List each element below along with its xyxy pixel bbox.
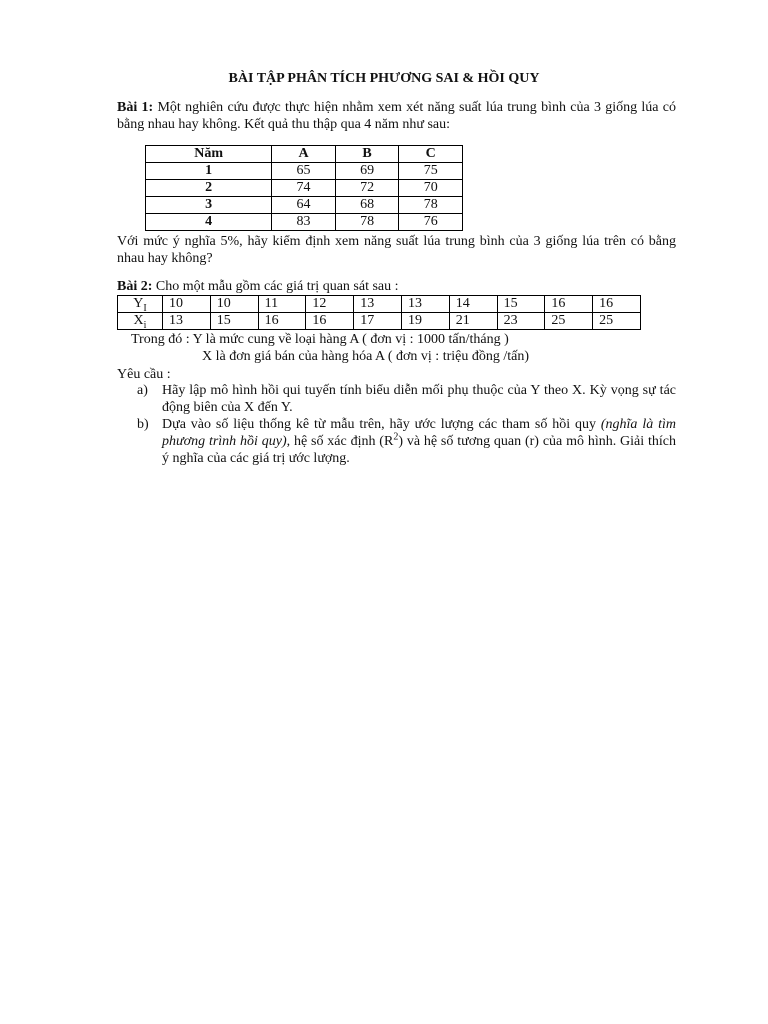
header-c: C [399,146,463,163]
table-cell: 17 [354,313,402,330]
table-cell: 2 [146,180,272,197]
table-cell: 25 [545,313,593,330]
table-cell: 13 [401,296,449,313]
bai1-intro [117,99,676,133]
table-cell: 19 [401,313,449,330]
table-cell: 15 [210,313,258,330]
table-cell: 15 [497,296,545,313]
row-label-y: $Y_I$ [118,296,163,313]
table-cell: 68 [335,197,399,214]
table-cell: 70 [399,180,463,197]
table-row [146,163,463,180]
table-cell: 69 [335,163,399,180]
table-header-row [146,146,463,163]
table-row-y [118,296,641,313]
header-b: B [335,146,399,163]
bai1-label: Bài 1: [117,100,154,115]
header-nam: Năm [146,146,272,163]
table-row [146,197,463,214]
table-cell: 16 [545,296,593,313]
row-label-x: $X_i$ [118,313,163,330]
table-cell: 14 [449,296,497,313]
bai1-table [145,145,463,231]
table-cell: 13 [163,313,211,330]
table-cell: 16 [306,313,354,330]
table-cell: 23 [497,313,545,330]
table-row [146,180,463,197]
bai2-text: Cho một mẫu gồm các giá trị quan sát sau : [152,279,399,294]
table-cell: 3 [146,197,272,214]
bai1-text: Một nghiên cứu được thực hiện nhằm xem xét năng suất lúa trung bình của 3 giống lúa có bằng nhau hay không. Kết quả thu thập qua 4 năm như sau: [117,100,676,132]
page-title: BÀI TẬP PHÂN TÍCH PHƯƠNG SAI & HỒI QUY [228,71,540,86]
note-y: Trong đó : Y là mức cung về loại hàng A ( đơn vị : 1000 tấn/tháng ) [131,332,509,347]
requirement-a-label: a) [137,383,148,398]
table-cell: 74 [272,180,336,197]
table-row-x [118,313,641,330]
table-cell: 78 [399,197,463,214]
table-cell: 75 [399,163,463,180]
table-cell: 83 [272,214,336,231]
bai2-intro [117,278,676,295]
table-row [146,214,463,231]
bai2-label: Bài 2: [117,279,153,294]
table-cell: 16 [593,296,641,313]
table-cell: 16 [258,313,306,330]
header-a: A [272,146,336,163]
table-cell: 78 [335,214,399,231]
bai2-table [117,295,641,330]
table-cell: 64 [272,197,336,214]
table-cell: 25 [593,313,641,330]
table-cell: 12 [306,296,354,313]
note-x: X là đơn giá bán của hàng hóa A ( đơn vị : triệu đồng /tấn) [202,349,530,364]
table-cell: 65 [272,163,336,180]
table-cell: 13 [354,296,402,313]
requirements-label: Yêu cầu : [117,367,171,382]
table-cell: 72 [335,180,399,197]
requirement-b-label: b) [137,417,149,432]
table-cell: 21 [449,313,497,330]
bai1-question: Với mức ý nghĩa 5%, hãy kiểm định xem năng suất lúa trung bình của 3 giống lúa trên có bằng nhau hay không? [117,234,676,266]
requirement-a-text: Hãy lập mô hình hồi qui tuyến tính biểu diễn mối phụ thuộc của Y theo X. Kỳ vọng sự tác động biên của X đến Y. [162,383,676,415]
table-cell: 4 [146,214,272,231]
requirement-b-text: Dựa vào số liệu thống kê từ mẫu trên, hãy ước lượng các tham số hồi quy (nghĩa là tìm phương trình hồi quy), hệ số xác định $(R^2)$ và hệ số tương quan (r) của mô hình. Giải thích ý nghĩa của các giá trị ước lượng. [162,417,676,466]
table-cell: 11 [258,296,306,313]
table-cell: 10 [210,296,258,313]
table-cell: 10 [163,296,211,313]
table-cell: 1 [146,163,272,180]
table-cell: 76 [399,214,463,231]
